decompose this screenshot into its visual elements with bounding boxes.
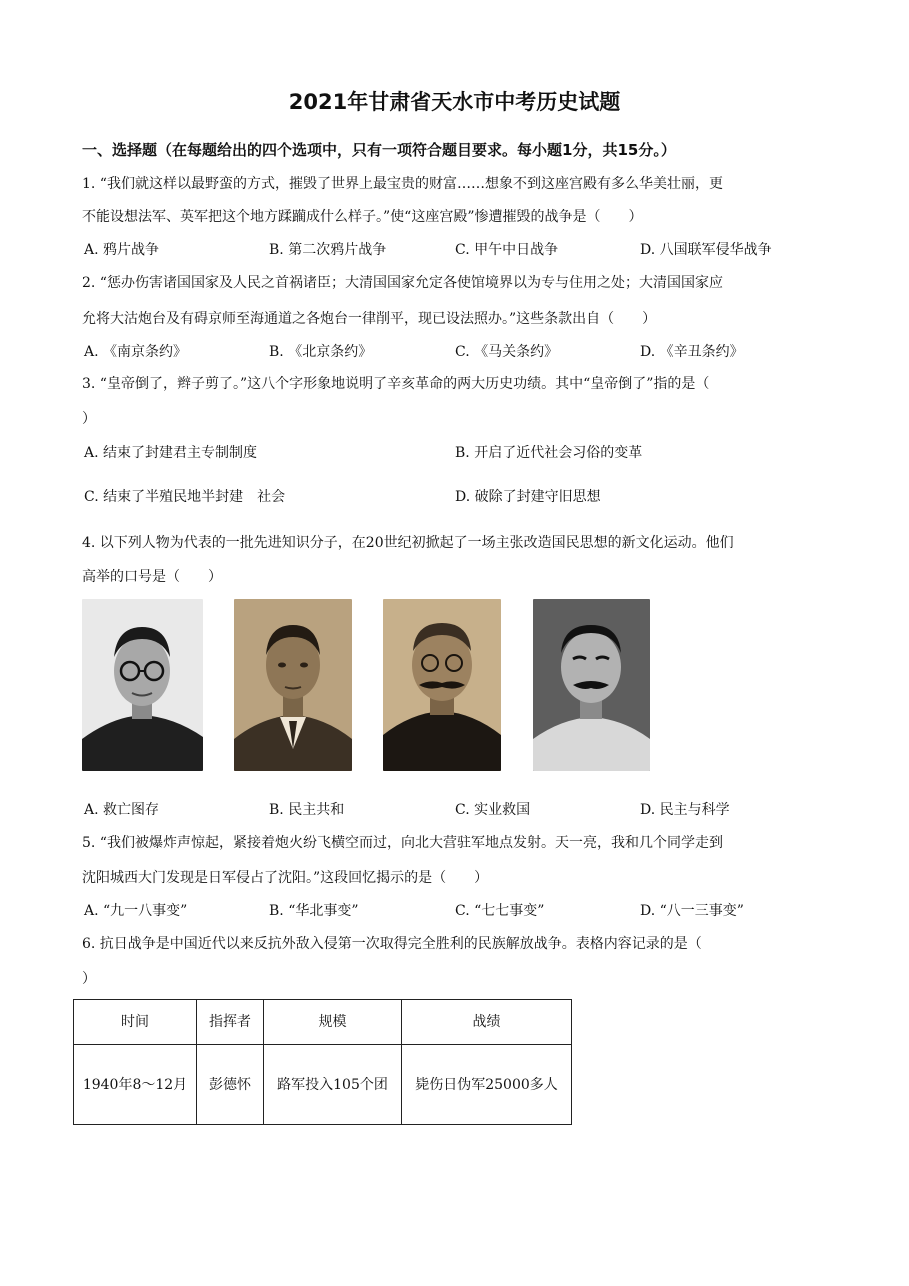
q5-line2: 沈阳城西大门发现是日军侵占了沈阳。”这段回忆揭示的是（ ） <box>82 870 489 886</box>
q2-option-d: D. 《辛丑条约》 <box>640 344 744 360</box>
q6-line1: 6. 抗日战争是中国近代以来反抗外敌入侵第一次取得完全胜利的民族解放战争。表格内容记录的是（ <box>82 936 702 952</box>
q1-line1: 1. “我们就这样以最野蛮的方式，摧毁了世界上最宝贵的财富……想象不到这座宫殿有多么华美壮丽，更 <box>82 176 723 192</box>
q3-line1: 3. “皇帝倒了，辫子剪了。”这八个字形象地说明了辛亥革命的两大历史功绩。其中“皇帝倒了”指的是（ <box>82 376 710 392</box>
q5-option-b: B. “华北事变” <box>269 903 359 919</box>
portrait-photo-1 <box>82 599 203 771</box>
q4-line1: 4. 以下列人物为代表的一批先进知识分子，在20世纪初掀起了一场主张改造国民思想的新文化运动。他们 <box>82 535 734 551</box>
table-header-row <box>74 1000 572 1045</box>
q1-line2: 不能设想法军、英军把这个地方蹂躏成什么样子。”使“这座宫殿”惨遭摧毁的战争是（ ） <box>82 209 643 225</box>
table-cell: 1940年8～12月 <box>74 1045 197 1125</box>
q1-option-a: A. 鸦片战争 <box>84 242 160 258</box>
q3-option-a: A. 结束了封建君主专制制度 <box>84 445 258 461</box>
q4-line2: 高举的口号是（ ） <box>82 569 222 585</box>
q5-option-d: D. “八一三事变” <box>640 903 744 919</box>
q1-option-d: D. 八国联军侵华战争 <box>640 242 772 258</box>
q6-line2: ） <box>82 971 96 987</box>
section-heading: 一、选择题（在每题给出的四个选项中，只有一项符合题目要求。每小题1分，共15分。） <box>82 141 676 159</box>
q2-line2: 允将大沽炮台及有碍京师至海通道之各炮台一律削平，现已设法照办。”这些条款出自（ ） <box>82 311 657 327</box>
table-cell: 彭德怀 <box>197 1045 264 1125</box>
table-header-cell: 指挥者 <box>197 1000 264 1045</box>
q3-option-b: B. 开启了近代社会习俗的变革 <box>455 445 643 461</box>
q5-option-c: C. “七七事变” <box>455 903 545 919</box>
portrait-photo-2 <box>234 599 352 771</box>
table-cell: 路军投入105个团 <box>264 1045 402 1125</box>
q4-option-d: D. 民主与科学 <box>640 802 730 818</box>
q2-option-a: A. 《南京条约》 <box>84 344 188 360</box>
q2-line1: 2. “惩办伤害诸国国家及人民之首祸诸臣；大清国国家允定各使馆境界以为专与住用之处；大清国国家应 <box>82 275 723 291</box>
table-row <box>74 1045 572 1125</box>
q2-option-c: C. 《马关条约》 <box>455 344 559 360</box>
q6-table <box>73 999 572 1125</box>
q3-option-d: D. 破除了封建守旧思想 <box>455 489 601 505</box>
table-header-cell: 时间 <box>74 1000 197 1045</box>
portrait-photo-3 <box>383 599 501 771</box>
table-header-cell: 规模 <box>264 1000 402 1045</box>
q3-line2: ） <box>82 411 96 427</box>
table-header-cell: 战绩 <box>402 1000 572 1045</box>
q5-line1: 5. “我们被爆炸声惊起，紧接着炮火纷飞横空而过，向北大营驻军地点发射。天一亮，我和几个同学走到 <box>82 835 723 851</box>
q1-option-b: B. 第二次鸦片战争 <box>269 242 387 258</box>
q2-option-b: B. 《北京条约》 <box>269 344 373 360</box>
q4-option-a: A. 救亡图存 <box>84 802 160 818</box>
q1-option-c: C. 甲午中日战争 <box>455 242 559 258</box>
q4-option-c: C. 实业救国 <box>455 802 531 818</box>
table-cell: 毙伤日伪军25000多人 <box>402 1045 572 1125</box>
q3-option-c: C. 结束了半殖民地半封建 社会 <box>84 489 286 505</box>
q4-option-b: B. 民主共和 <box>269 802 345 818</box>
q5-option-a: A. “九一八事变” <box>84 903 188 919</box>
portrait-photo-4 <box>533 599 650 771</box>
page-title: 2021年甘肃省天水市中考历史试题 <box>288 90 621 114</box>
